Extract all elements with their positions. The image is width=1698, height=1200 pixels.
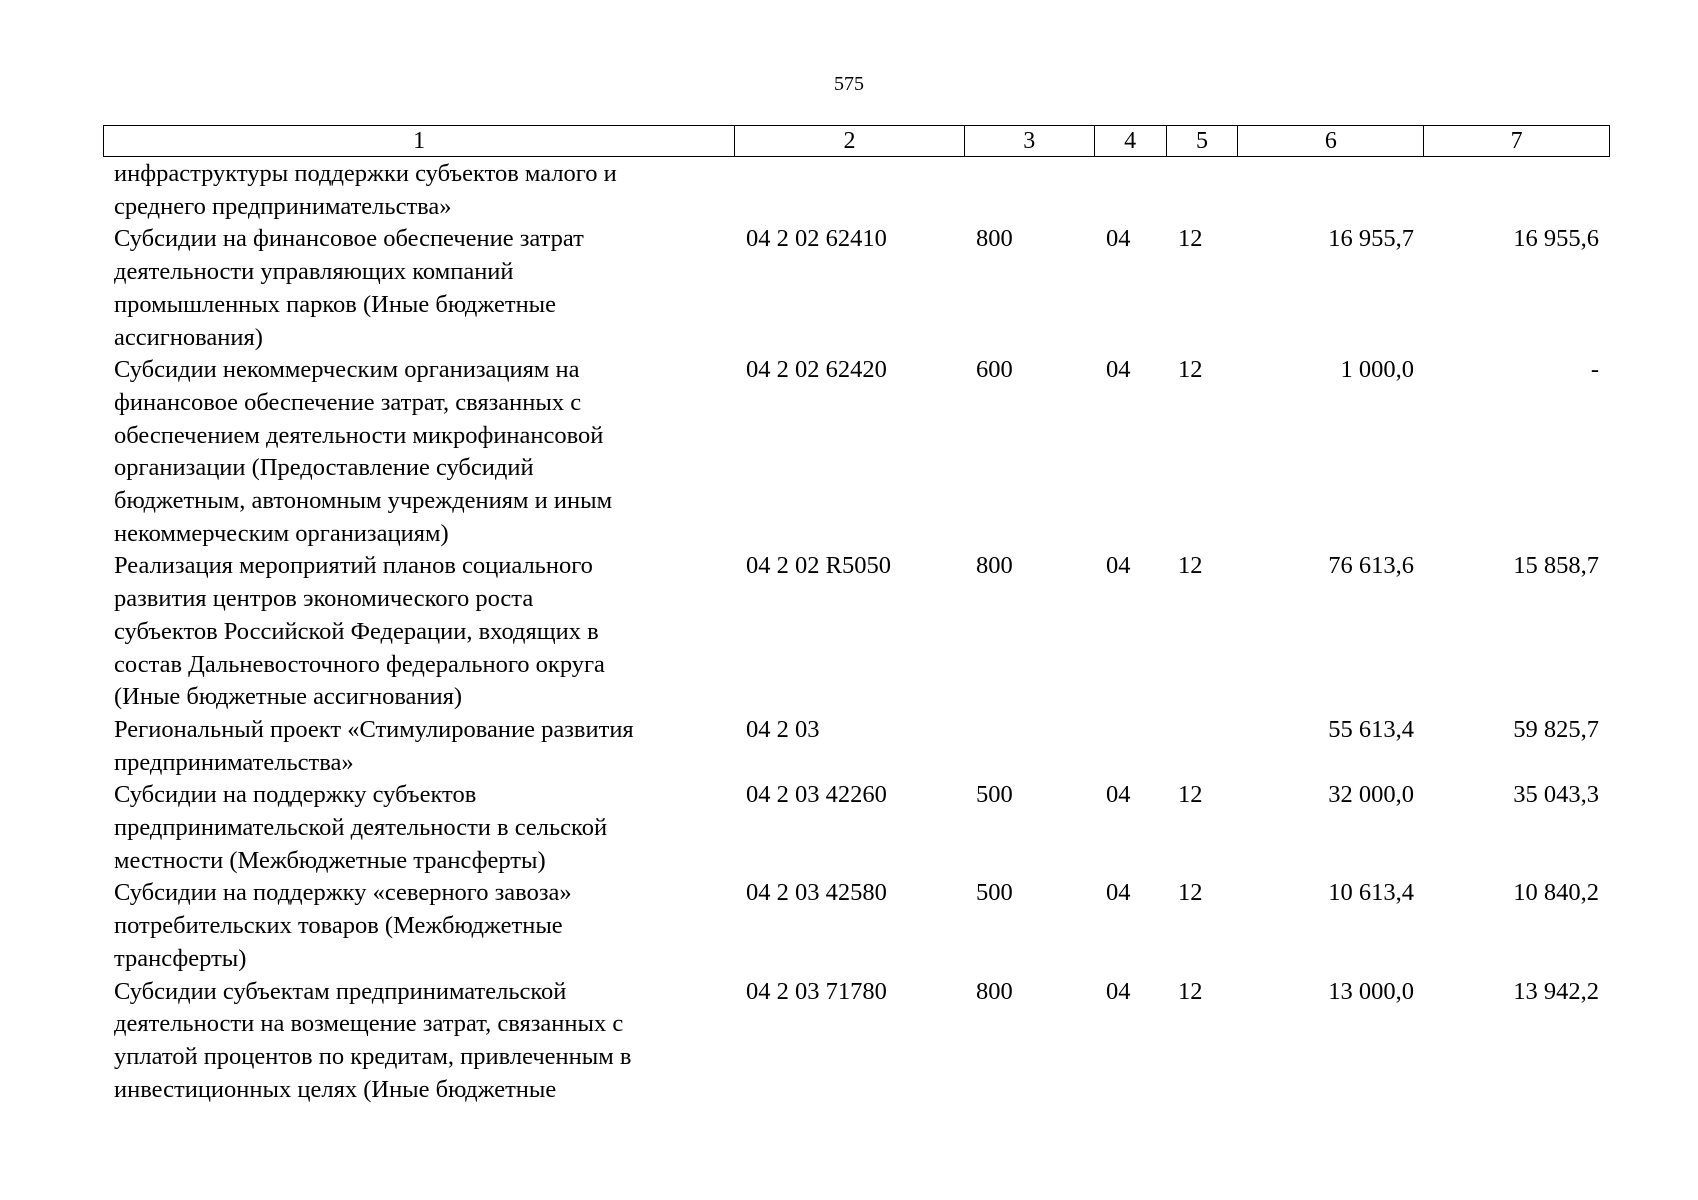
amount-col7: 59 825,7 <box>1513 715 1599 743</box>
section: 04 <box>1106 552 1131 580</box>
table-row <box>103 714 1610 779</box>
target-code: 04 2 02 62420 <box>746 356 887 384</box>
target-code: 04 2 03 <box>746 715 820 743</box>
column-header-5: 5 <box>1167 126 1239 156</box>
amount-col7: 35 043,3 <box>1513 781 1599 809</box>
amount-col6: 16 955,7 <box>1328 225 1414 253</box>
section: 04 <box>1106 977 1131 1005</box>
expense-type: 800 <box>976 225 1013 253</box>
expense-type <box>965 714 1095 779</box>
table-header <box>103 125 1610 157</box>
item-name: Субсидии на финансовое обеспечение затрат деятельности управляющих компаний промышленных парков (Иные бюджетные ассигнования) <box>114 225 584 351</box>
amount-col7: 10 840,2 <box>1513 879 1599 907</box>
item-name: Субсидии некоммерческим организациям на финансовое обеспечение затрат, связанных с обеспечением деятельности микрофинансовой организации (Предоставление субсидий бюджетным, автономным учреждениям и иным некоммерческим организациям) <box>114 356 613 547</box>
item-name: инфраструктуры поддержки субъектов малого и среднего предпринимательства» <box>114 160 617 220</box>
subsection: 12 <box>1178 977 1203 1005</box>
table-row <box>103 976 1610 1107</box>
expense-type: 500 <box>976 781 1013 809</box>
amount-col6: 1 000,0 <box>1340 356 1414 384</box>
item-name: Субсидии на поддержку «северного завоза» потребительских товаров (Межбюджетные трансферты) <box>114 879 572 972</box>
amount-col6 <box>1239 158 1425 223</box>
item-name: Субсидии субъектам предпринимательской деятельности на возмещение затрат, связанных с уплатой процентов по кредитам, привлеченным в инвестиционных целях (Иные бюджетные <box>114 977 632 1103</box>
amount-col6: 76 613,6 <box>1328 552 1414 580</box>
item-name: Реализация мероприятий планов социального развития центров экономического роста субъектов Российской Федерации, входящих в состав Дальневосточного федерального округа (Иные бюджетные ассигнования) <box>114 552 605 711</box>
target-code: 04 2 03 42260 <box>746 781 887 809</box>
subsection: 12 <box>1178 879 1203 907</box>
item-name: Субсидии на поддержку субъектов предпринимательской деятельности в сельской местности (Межбюджетные трансферты) <box>114 781 608 874</box>
amount-col6: 10 613,4 <box>1328 879 1414 907</box>
subsection <box>1167 158 1239 223</box>
page-number: 575 <box>834 73 864 95</box>
subsection <box>1167 714 1239 779</box>
expense-type <box>965 158 1095 223</box>
column-header-7: 7 <box>1510 128 1523 154</box>
amount-col6: 13 000,0 <box>1328 977 1414 1005</box>
target-code <box>735 158 965 223</box>
table-row <box>103 354 1610 550</box>
target-code: 04 2 03 71780 <box>746 977 887 1005</box>
column-header-3: 3 <box>965 126 1095 156</box>
column-header-6: 6 <box>1238 126 1424 156</box>
subsection: 12 <box>1178 356 1203 384</box>
subsection: 12 <box>1178 781 1203 809</box>
amount-col6: 55 613,4 <box>1328 715 1414 743</box>
amount-col7 <box>1425 158 1610 223</box>
section <box>1095 158 1167 223</box>
subsection: 12 <box>1178 225 1203 253</box>
target-code: 04 2 03 42580 <box>746 879 887 907</box>
amount-col7: 15 858,7 <box>1513 552 1599 580</box>
target-code: 04 2 02 R5050 <box>746 552 891 580</box>
table-body <box>103 158 1610 1106</box>
section: 04 <box>1106 879 1131 907</box>
section: 04 <box>1106 781 1131 809</box>
subsection: 12 <box>1178 552 1203 580</box>
section: 04 <box>1106 356 1131 384</box>
section: 04 <box>1106 225 1131 253</box>
section <box>1095 714 1167 779</box>
item-name: Региональный проект «Стимулирование развития предпринимательства» <box>114 715 634 776</box>
amount-col6: 32 000,0 <box>1328 781 1414 809</box>
expense-type: 600 <box>976 356 1013 384</box>
expense-type: 800 <box>976 977 1013 1005</box>
column-header-4: 4 <box>1095 126 1167 156</box>
target-code: 04 2 02 62410 <box>746 225 887 253</box>
amount-col7: 16 955,6 <box>1513 225 1599 253</box>
table-row <box>103 158 1610 223</box>
table-row <box>103 550 1610 714</box>
expense-type: 500 <box>976 879 1013 907</box>
table-row <box>103 223 1610 354</box>
amount-col7: 13 942,2 <box>1513 977 1599 1005</box>
table-row <box>103 779 1610 877</box>
column-header-1: 1 <box>104 126 735 156</box>
table-row <box>103 877 1610 975</box>
column-header-2: 2 <box>735 126 965 156</box>
amount-col7: - <box>1590 356 1599 384</box>
expense-type: 800 <box>976 552 1013 580</box>
